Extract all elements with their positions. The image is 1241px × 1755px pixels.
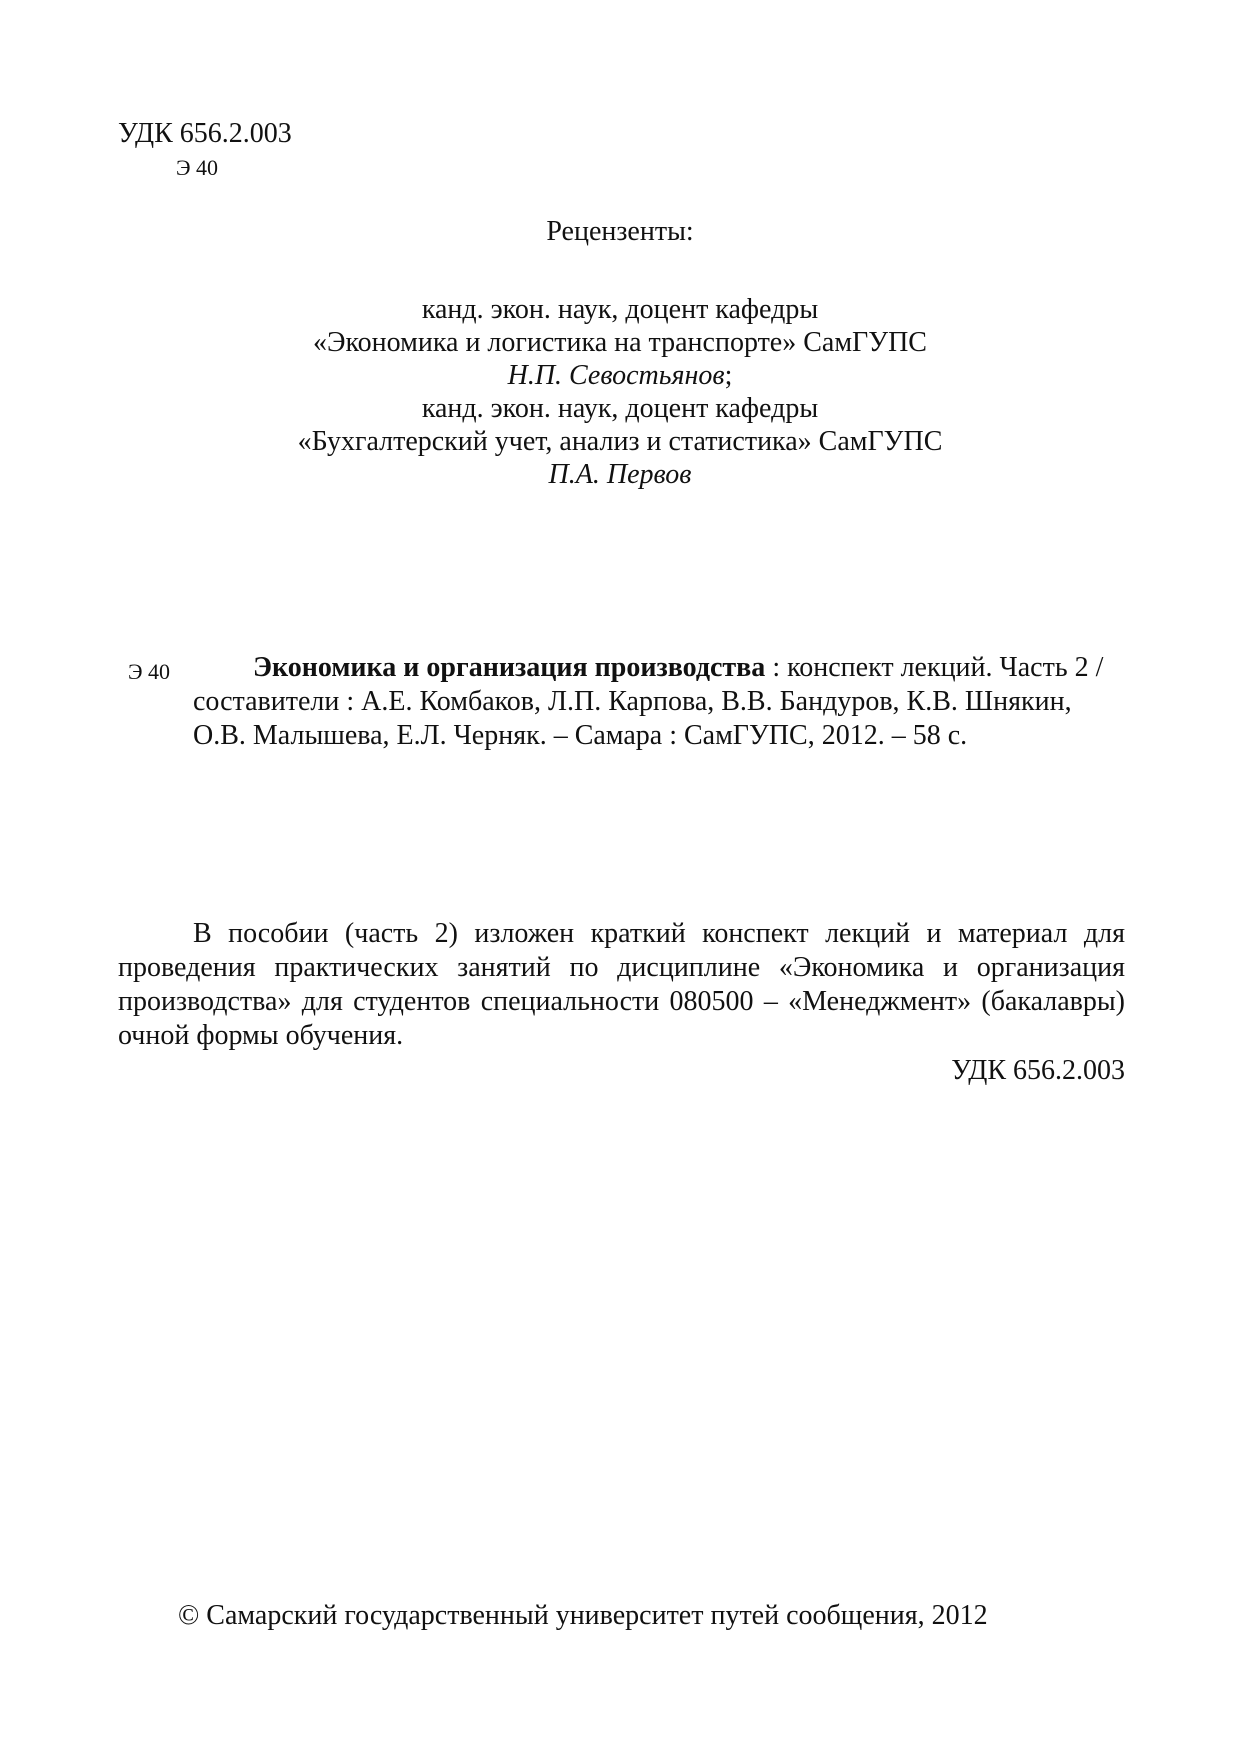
- copyright-line: © Самарский государственный университет путей сообщения, 2012: [178, 1600, 988, 1631]
- udk-header: УДК 656.2.003: [118, 118, 292, 149]
- udk-footer: УДК 656.2.003: [951, 1055, 1125, 1086]
- abstract-paragraph: В пособии (часть 2) изложен краткий конспект лекций и материал для проведения практических занятий по дисциплине «Экономика и организация производства» для студентов специальности 080500 – «Менеджмент» (бакалавры) очной формы обучения.: [118, 918, 1125, 1051]
- reviewer-2-name: П.А. Первов: [548, 459, 692, 490]
- biblio-line-2: составители : А.Е. Комбаков, Л.П. Карпова, В.В. Бандуров, К.В. Шнякин,: [193, 686, 1072, 717]
- biblio-line-3: О.В. Малышева, Е.Л. Черняк. – Самара : СамГУПС, 2012. – 58 с.: [193, 720, 968, 751]
- reviewer-2-position: канд. экон. наук, доцент кафедры: [421, 393, 819, 424]
- reviewer-1-department: «Экономика и логистика на транспорте» СамГУПС: [313, 327, 927, 358]
- reviewer-1-name: Н.П. Севостьянов: [507, 360, 725, 391]
- reviewer-separator: ;: [724, 360, 733, 391]
- reviewer-1-name-line: [200, 359, 1040, 392]
- reviewer-2-department: «Бухгалтерский учет, анализ и статистика» СамГУПС: [297, 426, 943, 457]
- biblio-sign-code: Э 40: [128, 659, 171, 684]
- reviewers-block: [200, 215, 1040, 491]
- biblio-line-1: [193, 651, 1125, 685]
- book-subtitle: : конспект лекций. Часть 2 /: [765, 652, 1104, 683]
- author-sign-code: Э 40: [176, 155, 219, 180]
- reviewer-1-position: канд. экон. наук, доцент кафедры: [421, 294, 819, 325]
- bibliographic-record: [193, 651, 1125, 753]
- reviewers-heading: Рецензенты:: [546, 216, 694, 247]
- book-title: Экономика и организация производства: [253, 652, 766, 683]
